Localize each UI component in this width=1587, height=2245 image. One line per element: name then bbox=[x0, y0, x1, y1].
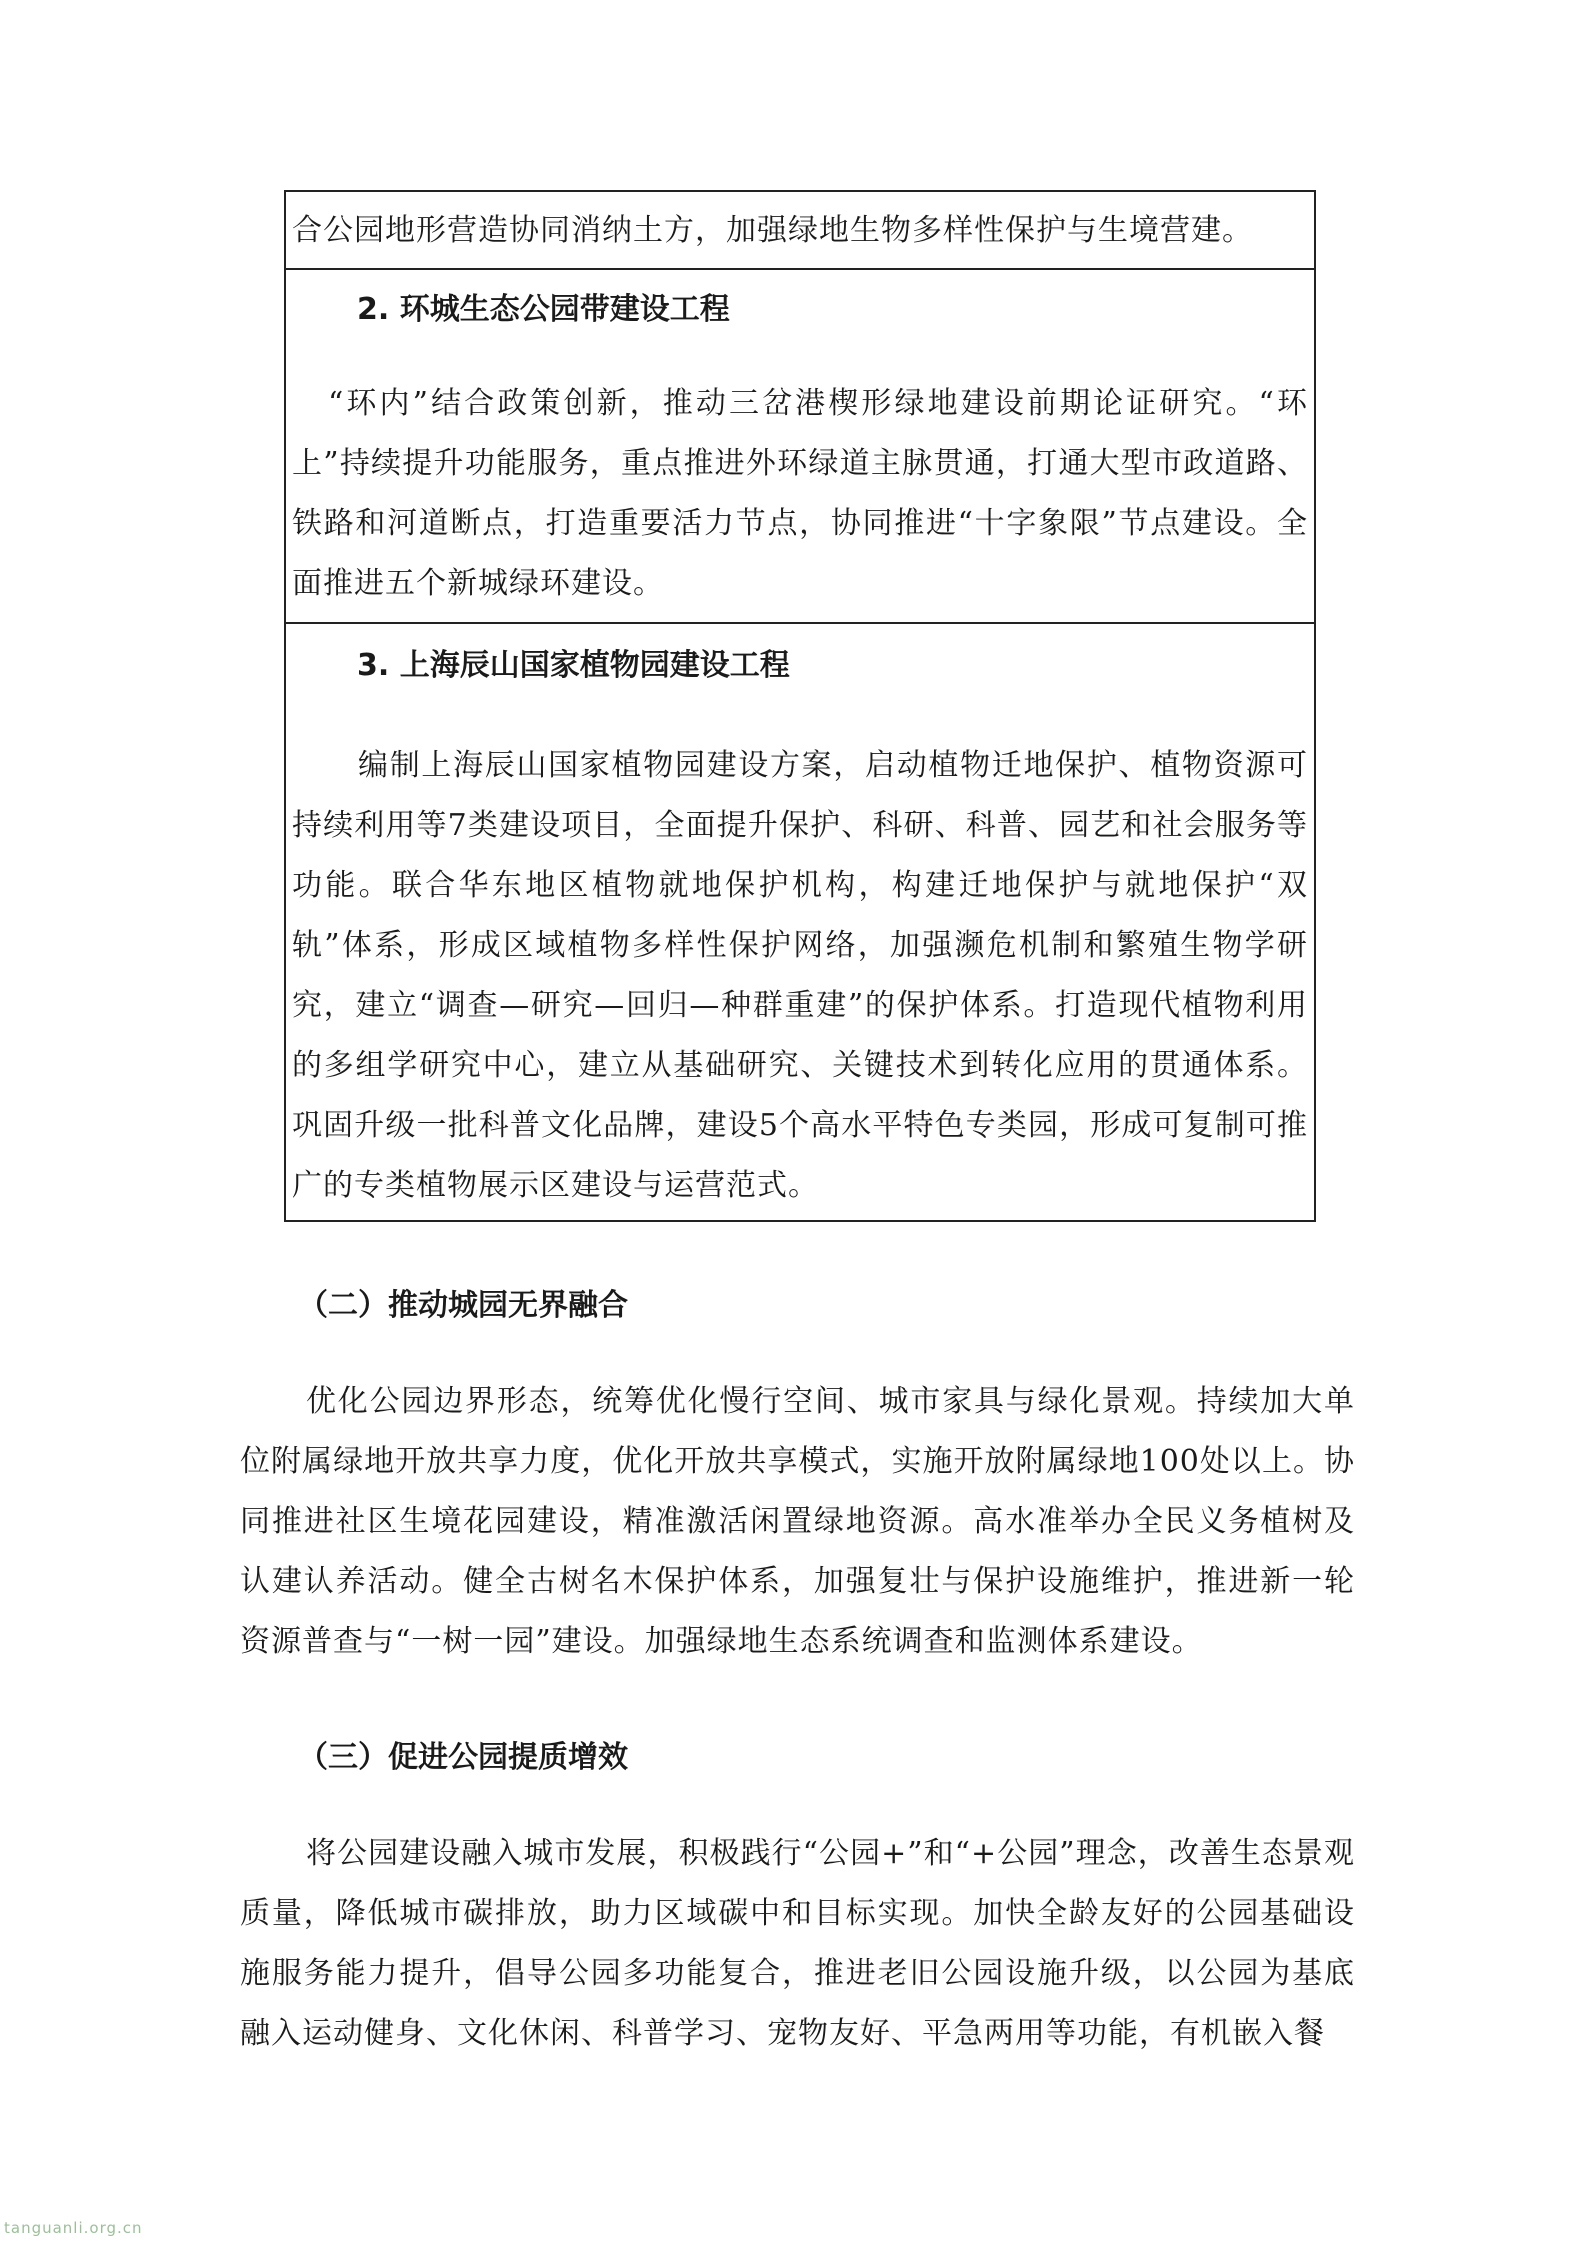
box-continuation-text: 合公园地形营造协同消纳土方，加强绿地生物多样性保护与生境营建。 bbox=[292, 213, 1253, 248]
section-park-quality bbox=[240, 1728, 1355, 2064]
watermark-text: tanguanli.org.cn bbox=[4, 2219, 143, 2237]
project-boxes bbox=[284, 192, 1316, 1222]
box-botanical-garden-text: 编制上海辰山国家植物园建设方案，启动植物迁地保护、植物资源可持续利用等7类建设项目，全面提升保护、科研、科普、园艺和社会服务等功能。联合华东地区植物就地保护机构，构建迁地保护与就地保护“双轨”体系，形成区域植物多样性保护网络，加强濒危机制和繁殖生物学研究，建立“调查—研究—回归—种群重建”的保护体系。打造现代植物利用的多组学研究中心，建立从基础研究、关键技术到转化应用的贯通体系。巩固升级一批科普文化品牌，建设5个高水平特色专类园，形成可复制可推广的专类植物展示区建设与运营范式。 bbox=[292, 748, 1308, 1203]
box-green-belt-text: “环内”结合政策创新，推动三岔港楔形绿地建设前期论证研究。“环上”持续提升功能服务，重点推进外环绿道主脉贯通，打通大型市政道路、铁路和河道断点，打造重要活力节点，协同推进“十字象限”节点建设。全面推进五个新城绿环建设。 bbox=[292, 386, 1308, 601]
section-3-body: 将公园建设融入城市发展，积极践行“公园+”和“+公园”理念，改善生态景观质量，降低城市碳排放，助力区域碳中和目标实现。加快全龄友好的公园基础设施服务能力提升，倡导公园多功能复合，推进老旧公园设施升级，以公园为基底融入运动健身、文化休闲、科普学习、宠物友好、平急两用等功能，有机嵌入餐 bbox=[240, 1836, 1355, 2051]
box-continuation bbox=[284, 190, 1316, 270]
box-green-belt-title: 2. 环城生态公园带建设工程 bbox=[357, 292, 730, 327]
section-city-park-integration bbox=[240, 1276, 1355, 1672]
box-green-belt-project bbox=[284, 268, 1316, 624]
section-2-heading: （二）推动城园无界融合 bbox=[298, 1288, 628, 1323]
box-botanical-garden-project bbox=[284, 622, 1316, 1222]
section-2-body: 优化公园边界形态，统筹优化慢行空间、城市家具与绿化景观。持续加大单位附属绿地开放共享力度，优化开放共享模式，实施开放附属绿地100处以上。协同推进社区生境花园建设，精准激活闲置绿地资源。高水准举办全民义务植树及认建认养活动。健全古树名木保护体系，加强复壮与保护设施维护，推进新一轮资源普查与“一树一园”建设。加强绿地生态系统调查和监测体系建设。 bbox=[240, 1384, 1355, 1659]
box-botanical-garden-title: 3. 上海辰山国家植物园建设工程 bbox=[357, 648, 790, 683]
section-3-heading: （三）促进公园提质增效 bbox=[298, 1740, 628, 1775]
